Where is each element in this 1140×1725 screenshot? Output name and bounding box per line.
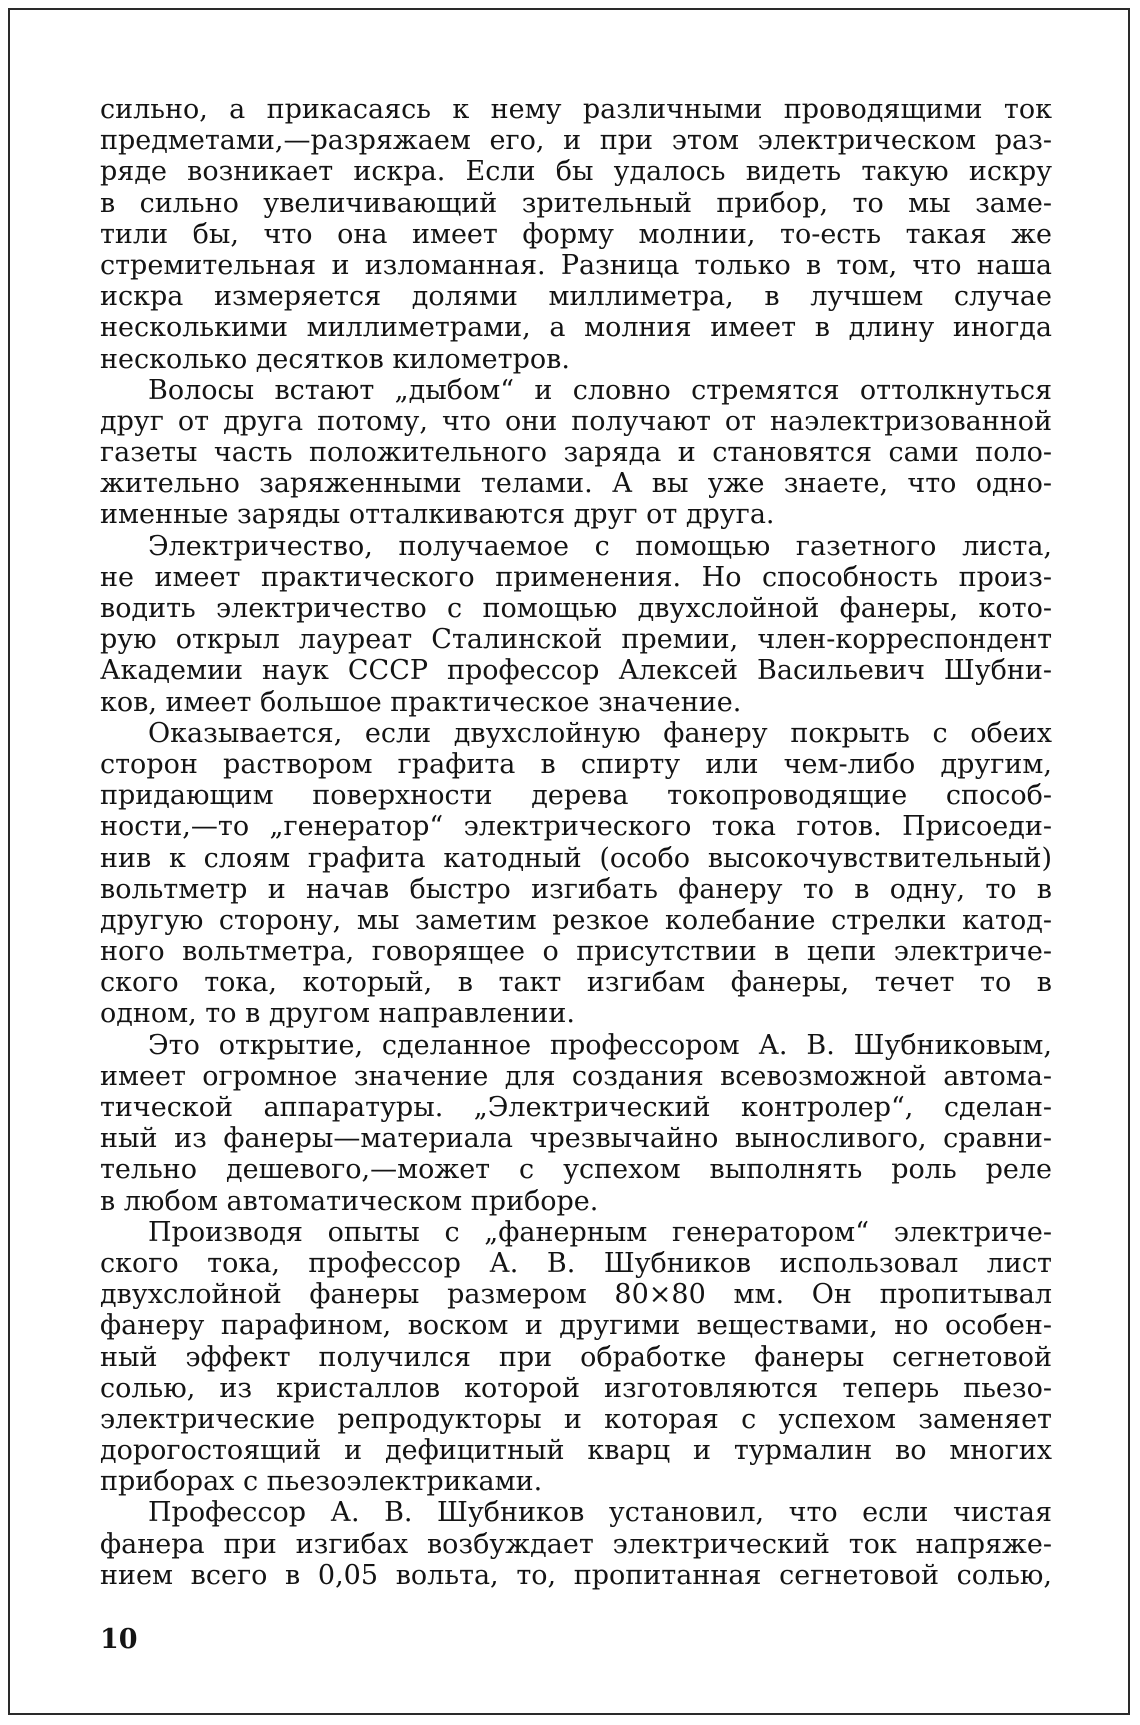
text-line: фанера при изгибах возбуждает электрический ток напряже- (100, 1528, 1052, 1560)
text-line: Академии наук СССР профессор Алексей Васильевич Шубни- (100, 655, 1052, 687)
text-line: тической аппаратуры. „Электрический контролер“, сделан- (100, 1092, 1052, 1123)
text-line: водить электричество с помощью двухслойной фанеры, кото- (100, 593, 1052, 624)
text-line: несколько десятков километров. (100, 343, 570, 375)
text-line: рую открыл лауреат Сталинской премии, член-корреспондент (100, 624, 1052, 656)
text-line: жительно заряженными телами. А вы уже знаете, что одно- (100, 468, 1052, 500)
text-line: искра измеряется долями миллиметра, в лучшем случае (100, 281, 1052, 313)
text-line: Профессор А. В. Шубников установил, что если чистая (148, 1497, 1052, 1529)
text-line: сильно, а прикасаясь к нему различными проводящими ток (100, 94, 1052, 125)
text-line: именные заряды отталкиваются друг от друга. (100, 499, 775, 531)
text-line: другую сторону, мы заметим резкое колебание стрелки катод- (100, 904, 1052, 936)
text-line: ского тока, который, в такт изгибам фанеры, течет то в (100, 967, 1052, 999)
text-line: ков, имеет большое практическое значение. (100, 686, 742, 718)
text-line: сторон раствором графита в спирту или чем-либо другим, (100, 748, 1052, 780)
text-line: ряде возникает искра. Если бы удалось видеть такую искру (100, 156, 1052, 188)
text-line: Электричество, получаемое с помощью газетного листа, (148, 530, 1052, 562)
text-line: в сильно увеличивающий зрительный прибор, то мы заме- (100, 187, 1052, 219)
text-line: тили бы, что она имеет форму молнии, то-есть такая же (100, 218, 1052, 250)
text-line: Это открытие, сделанное профессором А. В. Шубниковым, (148, 1029, 1052, 1061)
text-line: ского тока, профессор А. В. Шубников использовал лист (100, 1247, 1052, 1279)
text-line: стремительная и изломанная. Разница только в том, что наша (100, 249, 1052, 281)
text-line: в любом автоматическом приборе. (100, 1185, 599, 1217)
text-line: имеет огромное значение для создания всевозможной автома- (100, 1060, 1052, 1092)
text-line: Волосы встают „дыбом“ и словно стремятся оттолкнуться (148, 374, 1052, 406)
text-line: вольтметр и начав быстро изгибать фанеру то в одну, то в (100, 873, 1052, 905)
text-line: не имеет практического применения. Но способность произ- (100, 561, 1052, 593)
text-line: приборах с пьезоэлектриками. (100, 1466, 543, 1498)
text-line: ного вольтметра, говорящее о присутствии в цепи электриче- (100, 936, 1052, 968)
text-line: ный из фанеры—материала чрезвычайно выносливого, сравни- (100, 1123, 1052, 1155)
text-line: фанеру парафином, воском и другими веществами, но особен- (100, 1310, 1052, 1342)
page-body-text (100, 94, 1052, 1591)
text-line: одном, то в другом направлении. (100, 998, 576, 1030)
page-number: 10 (100, 1624, 138, 1655)
text-line: друг от друга потому, что они получают от наэлектризованной (100, 405, 1052, 437)
text-line: солью, из кристаллов которой изготовляются теперь пьезо- (100, 1372, 1052, 1404)
text-line: Оказывается, если двухслойную фанеру покрыть с обеих (148, 717, 1052, 749)
text-line: дорогостоящий и дефицитный кварц и турмалин во многих (100, 1435, 1052, 1467)
text-line: электрические репродукторы и которая с успехом заменяет (100, 1403, 1052, 1435)
text-line: ности,—то „генератор“ электрического тока готов. Присоеди- (100, 811, 1052, 843)
text-line: Производя опыты с „фанерным генератором“ электриче- (148, 1216, 1052, 1248)
text-line: газеты часть положительного заряда и становятся сами поло- (100, 437, 1052, 469)
text-line: придающим поверхности дерева токопроводящие способ- (100, 780, 1052, 812)
text-line: тельно дешевого,—может с успехом выполнять роль реле (100, 1154, 1052, 1186)
text-line: нив к слоям графита катодный (особо высокочувствительный) (100, 842, 1052, 874)
text-line: двухслойной фанеры размером 80×80 мм. Он пропитывал (100, 1279, 1052, 1311)
text-line: несколькими миллиметрами, а молния имеет в длину иногда (100, 312, 1052, 344)
text-line: ный эффект получился при обработке фанеры сегнетовой (100, 1341, 1052, 1373)
text-line: предметами,—разряжаем его, и при этом электрическом раз- (100, 125, 1052, 157)
text-line: нием всего в 0,05 вольта, то, пропитанная сегнетовой солью, (100, 1559, 1052, 1591)
